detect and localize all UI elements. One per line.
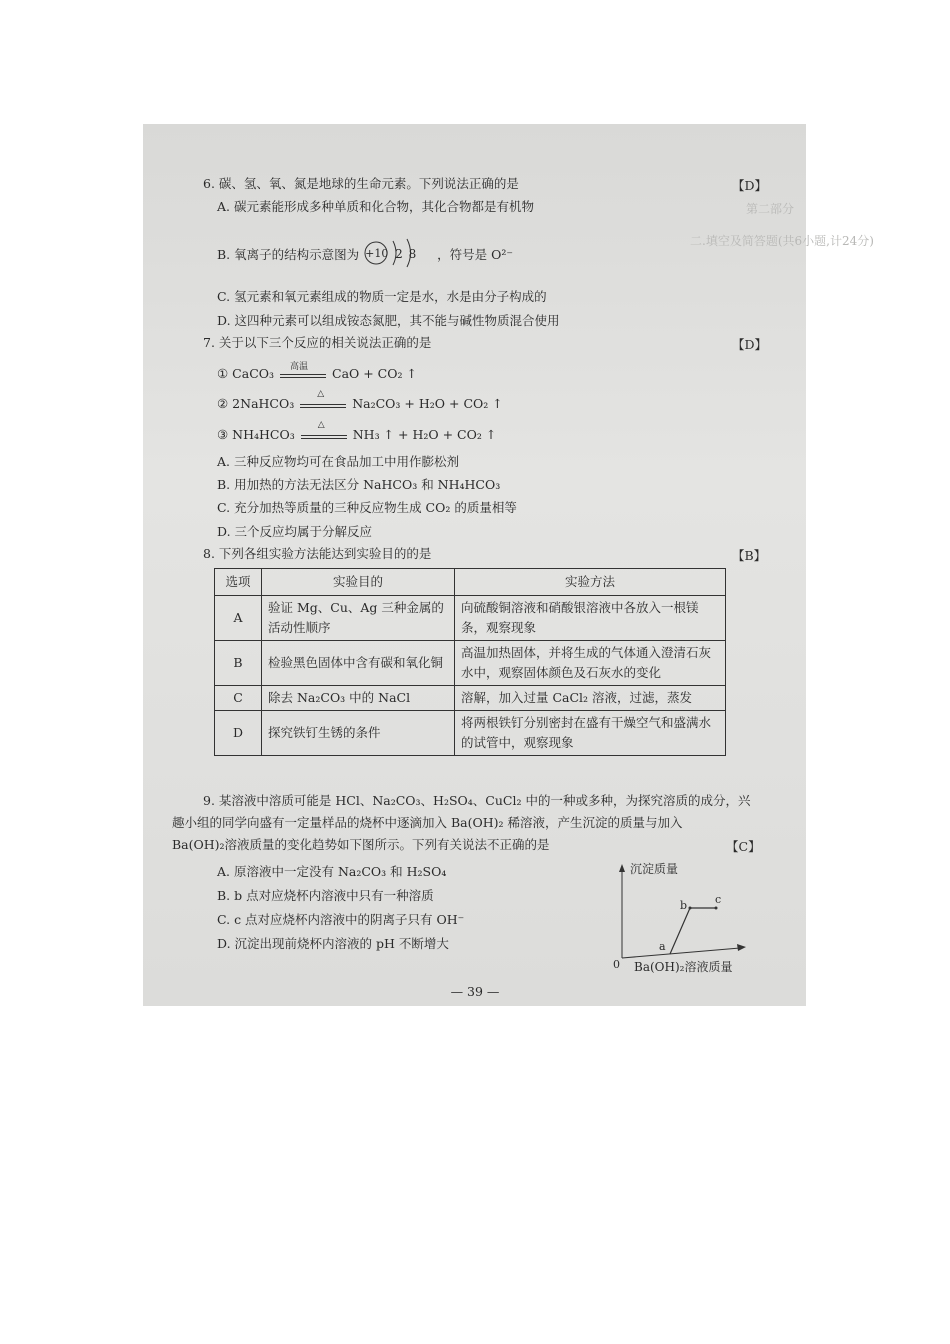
reaction-2 bbox=[217, 388, 503, 412]
nucleus-label: +10 bbox=[365, 246, 389, 260]
graph-point-a-label: a bbox=[659, 940, 666, 953]
header-purpose: 实验目的 bbox=[262, 569, 455, 596]
graph-x-label: Ba(OH)₂溶液质量 bbox=[634, 960, 733, 974]
graph-point-b-label: b bbox=[680, 899, 688, 912]
row-method: 高温加热固体，并将生成的气体通入澄清石灰水中，观察固体颜色及石灰水的变化 bbox=[455, 641, 726, 686]
q8-answer: 【B】 bbox=[732, 548, 767, 563]
graph-origin-label: 0 bbox=[613, 958, 620, 971]
q7-option-c: C. 充分加热等质量的三种反应物生成 CO₂ 的质量相等 bbox=[217, 500, 517, 515]
row-purpose: 除去 Na₂CO₃ 中的 NaCl bbox=[262, 686, 455, 711]
table-row bbox=[215, 686, 726, 711]
q6-option-c: C. 氢元素和氧元素组成的物质一定是水，水是由分子构成的 bbox=[217, 289, 547, 304]
q6-option-a: A. 碳元素能形成多种单质和化合物，其化合物都是有机物 bbox=[217, 199, 534, 214]
q9-stem-line-2: 趣小组的同学向盛有一定量样品的烧杯中逐滴加入 Ba(OH)₂ 稀溶液，产生沉淀的质量与加入 bbox=[172, 815, 683, 830]
point-b bbox=[689, 907, 692, 910]
reaction-2-products: Na₂CO₃ + H₂O + CO₂ ↑ bbox=[352, 396, 503, 411]
page-number: — 39 — bbox=[450, 984, 500, 999]
header-option: 选项 bbox=[215, 569, 262, 596]
q7-option-d: D. 三个反应均属于分解反应 bbox=[217, 524, 373, 539]
row-option: A bbox=[215, 596, 262, 641]
reaction-2-arrow bbox=[298, 388, 348, 412]
reaction-1-condition: 高温 bbox=[290, 361, 309, 372]
graph-point-c-label: c bbox=[715, 893, 722, 906]
shell-electrons: 2 8 bbox=[395, 246, 417, 261]
q6-stem: 6. 碳、氢、氧、氮是地球的生命元素。下列说法正确的是 bbox=[203, 176, 519, 191]
table-row bbox=[215, 596, 726, 641]
reaction-3-reactant: ③ NH₄HCO₃ bbox=[217, 427, 295, 442]
q9-option-b: B. b 点对应烧杯内溶液中只有一种溶质 bbox=[217, 888, 434, 903]
q6-option-b-text: B. 氧离子的结构示意图为 bbox=[217, 247, 360, 262]
q6-option-d: D. 这四种元素可以组成铵态氮肥，其不能与碱性物质混合使用 bbox=[217, 313, 560, 328]
reaction-3 bbox=[217, 419, 497, 443]
y-axis-arrow bbox=[619, 864, 625, 872]
precipitate-curve bbox=[670, 908, 716, 954]
q6-answer: 【D】 bbox=[732, 178, 768, 193]
x-axis-arrow bbox=[737, 944, 746, 951]
reaction-2-condition: △ bbox=[317, 388, 325, 399]
table-header-row bbox=[215, 569, 726, 596]
bleed-through-text: 二.填空及简答题(共6小题,计24分) bbox=[690, 234, 874, 248]
q8-stem: 8. 下列各组实验方法能达到实验目的的是 bbox=[203, 546, 432, 561]
reaction-1-arrow bbox=[278, 361, 328, 382]
q9-stem-line-3: Ba(OH)₂溶液质量的变化趋势如下图所示。下列有关说法不正确的是 bbox=[172, 837, 550, 852]
q6-option-b bbox=[217, 245, 513, 266]
experiment-table bbox=[214, 568, 726, 756]
graph-y-label: 沉淀质量 bbox=[630, 862, 679, 876]
q9-option-c: C. c 点对应烧杯内溶液中的阴离子只有 OH⁻ bbox=[217, 912, 465, 927]
q9-answer: 【C】 bbox=[726, 839, 761, 854]
reaction-1-products: CaO + CO₂ ↑ bbox=[332, 366, 417, 381]
row-option: C bbox=[215, 686, 262, 711]
point-c bbox=[715, 907, 718, 910]
q7-option-a: A. 三种反应物均可在食品加工中用作膨松剂 bbox=[217, 454, 459, 469]
row-method: 溶解，加入过量 CaCl₂ 溶液，过滤，蒸发 bbox=[455, 686, 726, 711]
reaction-3-arrow bbox=[299, 419, 349, 443]
q7-stem: 7. 关于以下三个反应的相关说法正确的是 bbox=[203, 335, 432, 350]
reaction-3-products: NH₃ ↑ + H₂O + CO₂ ↑ bbox=[352, 427, 497, 442]
x-axis bbox=[622, 948, 740, 958]
row-method: 向硫酸铜溶液和硝酸银溶液中各放入一根镁条，观察现象 bbox=[455, 596, 726, 641]
oxygen-ion-diagram bbox=[363, 246, 433, 266]
reaction-3-condition: △ bbox=[317, 419, 325, 430]
row-option: D bbox=[215, 711, 262, 756]
q7-option-b: B. 用加热的方法无法区分 NaHCO₃ 和 NH₄HCO₃ bbox=[217, 477, 501, 492]
row-purpose: 验证 Mg、Cu、Ag 三种金属的活动性顺序 bbox=[262, 596, 455, 641]
row-method: 将两根铁钉分别密封在盛有干燥空气和盛满水的试管中，观察现象 bbox=[455, 711, 726, 756]
q6-option-b-symbol: ，符号是 O²⁻ bbox=[437, 247, 513, 262]
reaction-1-reactant: ① CaCO₃ bbox=[217, 366, 275, 381]
q9-stem-line-1: 9. 某溶液中溶质可能是 HCl、Na₂CO₃、H₂SO₄、CuCl₂ 中的一种或多种，为探究溶质的成分，兴 bbox=[203, 793, 751, 808]
q9-option-d: D. 沉淀出现前烧杯内溶液的 pH 不断增大 bbox=[217, 936, 449, 951]
reaction-1 bbox=[217, 361, 417, 382]
row-purpose: 探究铁钉生锈的条件 bbox=[262, 711, 455, 756]
table-row bbox=[215, 641, 726, 686]
table-row bbox=[215, 711, 726, 756]
bleed-through-text: 第二部分 bbox=[746, 202, 795, 216]
q7-answer: 【D】 bbox=[732, 337, 768, 352]
reaction-2-reactant: ② 2NaHCO₃ bbox=[217, 396, 295, 411]
row-purpose: 检验黑色固体中含有碳和氧化铜 bbox=[262, 641, 455, 686]
q9-option-a: A. 原溶液中一定没有 Na₂CO₃ 和 H₂SO₄ bbox=[217, 864, 447, 879]
header-method: 实验方法 bbox=[455, 569, 726, 596]
row-option: B bbox=[215, 641, 262, 686]
